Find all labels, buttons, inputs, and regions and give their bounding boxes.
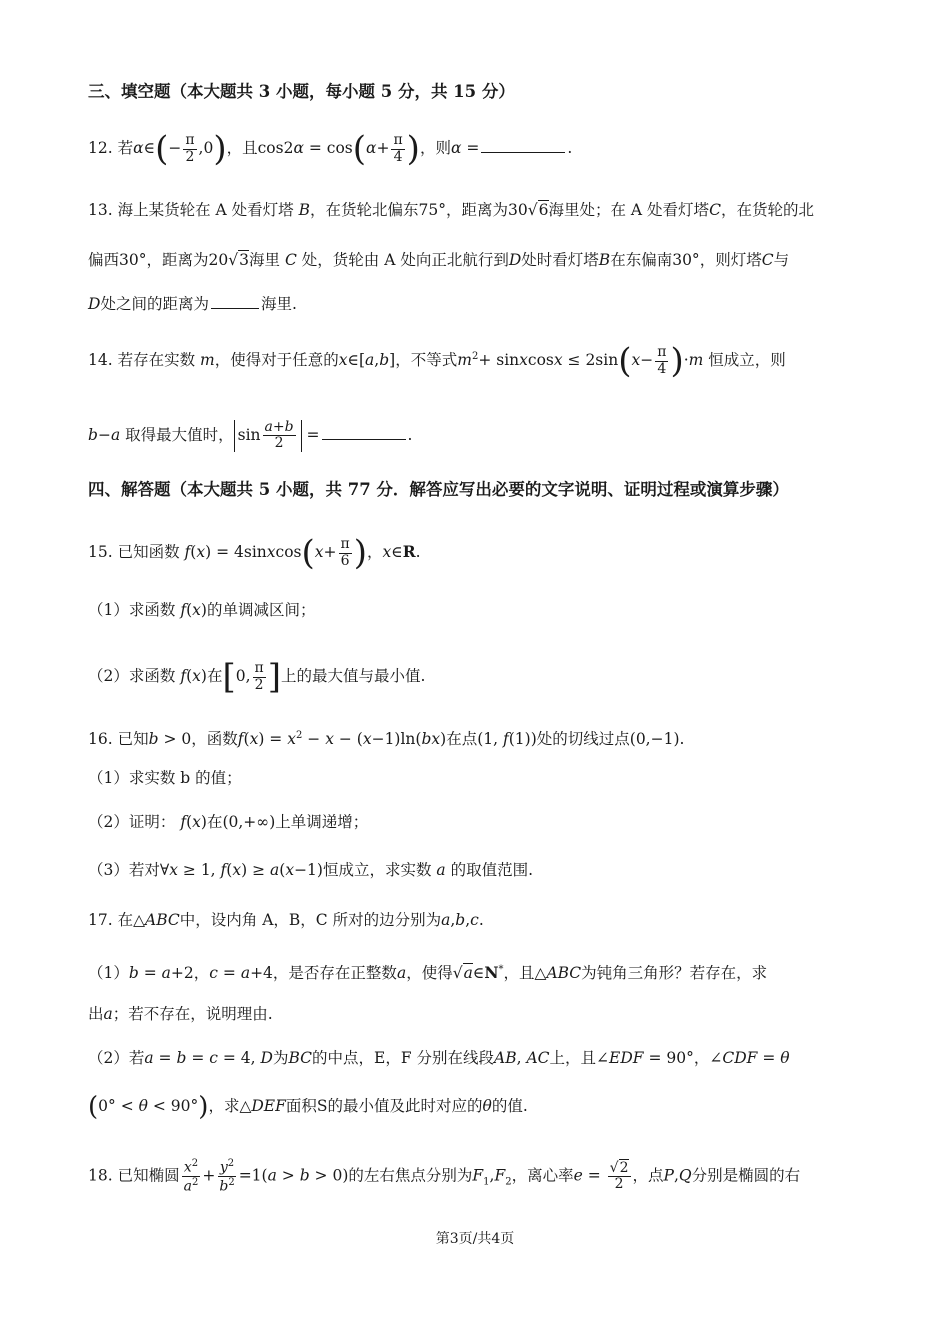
answer-blank[interactable] xyxy=(481,138,565,153)
question-17-part-1-line-1: （1）b = a+2，c = a+4，是否存在正整数a，使得√a∈N*，且△ABC为钝角三角形？若存在，求 xyxy=(88,963,768,983)
question-14-line-1: 14. 若存在实数 m，使得对于任意的x∈[a,b]，不等式$m^2+$ sinxcosx ≤ 2sin(x− $\frac{\pi}{4}$ )·m 恒成立，则 xyxy=(88,341,786,381)
question-14-line-2: b−a 取得最大值时， sin $\frac{a+b}{2}$ = . xyxy=(88,419,413,452)
question-15-part-1: （1）求函数 f(x)的单调减区间； xyxy=(88,601,316,619)
question-18: 18. 已知椭圆 $\frac{x^2}{a^2}$ + $\frac{y^2}{b^2}$ =1(a > b > 0)的左右焦点分别为$F_1,F_2$，离心率e = $\frac{√2}{2}$ ，点P,Q分别是椭圆的右 xyxy=(88,1158,801,1195)
question-17-part-1-line-2: 出a；若不存在，说明理由. xyxy=(88,1005,273,1023)
answer-blank[interactable] xyxy=(322,425,406,440)
answer-blank[interactable] xyxy=(211,294,259,309)
question-12: 12. 若α∈(− $\frac{\pi}{2}$ ,0)，且cos2α = cos(α+ $\frac{\pi}{4}$ )，则α = . xyxy=(88,129,573,169)
question-16-part-1: （1）求实数 b 的值； xyxy=(88,769,242,787)
section-4-title: 四、解答题（本大题共 5 小题，共 77 分．解答应写出必要的文字说明、证明过程或演算步骤） xyxy=(88,480,789,499)
question-15-part-2: （2）求函数 f(x)在[0, $\frac{\pi}{2}$ ]上的最大值与最小值. xyxy=(88,657,426,697)
section-3-title: 三、填空题（本大题共 3 小题，每小题 5 分，共 15 分） xyxy=(88,82,515,101)
page-number: 第3页/共4页 xyxy=(435,1231,515,1247)
question-13-line-1: 13. 海上某货轮在 A 处看灯塔 B，在货轮北偏东75°，距离为30√6海里处；在 A 处看灯塔C，在货轮的北 xyxy=(88,201,814,219)
question-15: 15. 已知函数 f(x) = 4sinxcos(x+ $\frac{\pi}{6}$ )，x∈R. xyxy=(88,533,421,573)
question-16: 16. 已知b > 0，函数$f(x) = x^2 - x - (x-1)\ln(bx)$在点(1, f(1))处的切线过点(0,−1). xyxy=(88,730,685,749)
question-17: 17. 在△ABC中，设内角 A，B，C 所对的边分别为a,b,c. xyxy=(88,911,484,929)
question-17-part-2-line-1: （2）若a = b = c = 4, D为BC的中点，E，F 分别在线段AB, AC上，且∠EDF = 90°，∠CDF = θ xyxy=(88,1049,790,1067)
question-16-part-3: （3）若对∀x ≥ 1, f(x) ≥ a(x−1)恒成立，求实数 a 的取值范围. xyxy=(88,861,534,879)
question-13-line-2: 偏西30°，距离为20√3海里 C 处，货轮由 A 处向正北航行到D处时看灯塔B在东偏南30°，则灯塔C与 xyxy=(88,251,790,269)
question-17-part-2-line-2: (0° < θ < 90°)，求△DEF面积S的最小值及此时对应的θ的值. xyxy=(88,1092,528,1122)
question-16-part-2: （2）证明： f(x)在(0,+∞)上单调递增； xyxy=(88,813,369,831)
question-13-line-3: D处之间的距离为 海里. xyxy=(88,295,297,313)
